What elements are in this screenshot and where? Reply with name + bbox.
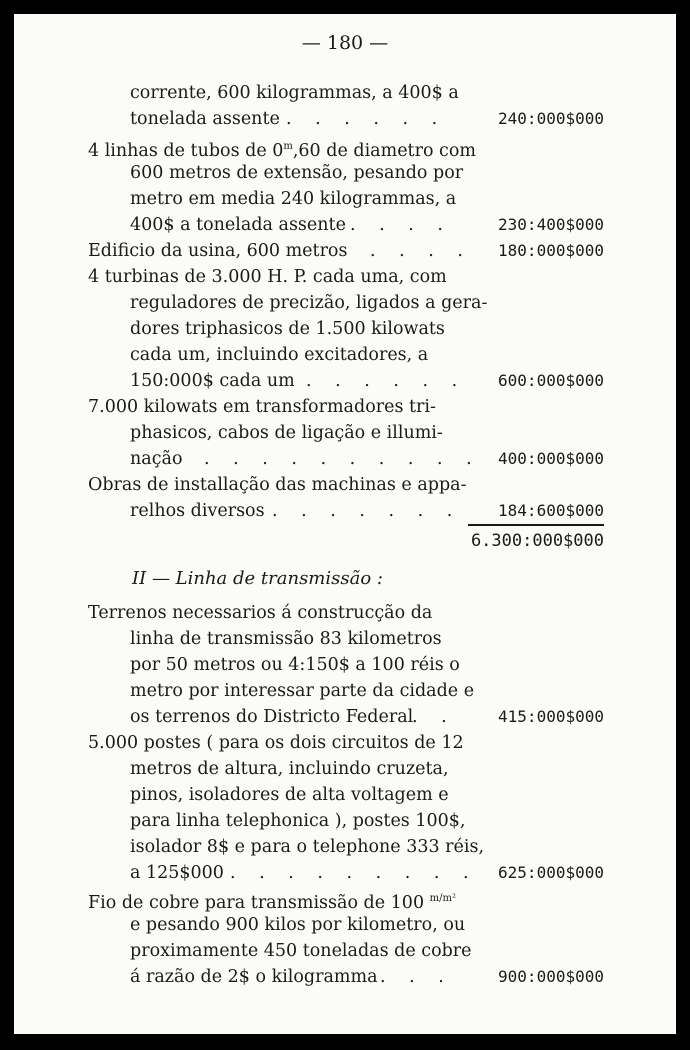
entry-line: isolador 8$ e para o telephone 333 réis, — [130, 837, 485, 857]
entry-line: os terrenos do Districto Federal — [130, 707, 414, 727]
entry-amount: 230:400$000 — [498, 215, 604, 234]
page-number: — 180 — — [301, 32, 389, 54]
sum-rule — [468, 524, 604, 526]
leader-dots: . . . . . . — [306, 371, 467, 391]
section-total: 6.300:000$000 — [470, 531, 604, 551]
entry-line: 7.000 kilowats em transformadores tri- — [88, 397, 436, 417]
entry-line: pinos, isoladores de alta voltagem e — [130, 785, 449, 805]
entry-line: Edificio da usina, 600 metros — [88, 241, 348, 261]
leader-dots: . . . . . . . . . — [230, 863, 478, 883]
entry-line: tonelada assente — [130, 109, 280, 129]
entry-line: 400$ a tonelada assente — [130, 215, 346, 235]
entry-line: 4 linhas de tubos de 0$^m$,60 de diametro com — [88, 140, 476, 161]
entry-line: 150:000$ cada um — [130, 371, 295, 391]
entry-line: 600 metros de extensão, pesando por — [130, 163, 464, 183]
entry-amount: 900:000$000 — [498, 967, 604, 986]
leader-dots: . . . . — [370, 241, 472, 261]
entry-amount: 184:600$000 — [498, 501, 604, 520]
entry-line: corrente, 600 kilogrammas, a 400$ a — [130, 83, 459, 103]
entry-line: metro em media 240 kilogrammas, a — [130, 189, 457, 209]
entry-line: Terrenos necessarios á construcção da — [88, 603, 433, 623]
entry-line: 5.000 postes ( para os dois circuitos de 12 — [88, 733, 464, 753]
leader-dots: . . . . . . . — [272, 501, 462, 521]
entry-line: metros de altura, incluindo cruzeta, — [130, 759, 449, 779]
entry-line: phasicos, cabos de ligação e illumi- — [130, 423, 443, 443]
entry-line: linha de transmissão 83 kilometros — [130, 629, 442, 649]
entry-line: reguladores de precizão, ligados a gera- — [130, 293, 488, 313]
entry-line: á razão de 2$ o kilogramma — [130, 967, 378, 987]
entry-line: e pesando 900 kilos por kilometro, ou — [130, 915, 466, 935]
entry-amount: 415:000$000 — [498, 707, 604, 726]
entry-amount: 180:000$000 — [498, 241, 604, 260]
entry-line: a 125$000 — [130, 863, 224, 883]
entry-amount: 240:000$000 — [498, 109, 604, 128]
leader-dots: . . . . — [350, 215, 452, 235]
entry-line: relhos diversos — [130, 501, 265, 521]
entry-line: Fio de cobre para transmissão de 100 $^{m/m^2}$ — [88, 892, 456, 913]
leader-dots: . . . . . . — [286, 109, 447, 129]
entry-line: dores triphasicos de 1.500 kilowats — [130, 319, 445, 339]
entry-line: 4 turbinas de 3.000 H. P. cada uma, com — [88, 267, 447, 287]
entry-line: proximamente 450 toneladas de cobre — [130, 941, 472, 961]
leader-dots: . . . — [380, 967, 453, 987]
document-page — [14, 14, 676, 1034]
leader-dots: . . — [412, 707, 456, 727]
leader-dots: . . . . . . . . . . — [204, 449, 481, 469]
entry-line: para linha telephonica ), postes 100$, — [130, 811, 466, 831]
entry-line: metro por interessar parte da cidade e — [130, 681, 475, 701]
entry-line: nação — [130, 449, 183, 469]
entry-line: Obras de installação das machinas e appa- — [88, 475, 467, 495]
entry-amount: 400:000$000 — [498, 449, 604, 468]
entry-amount: 600:000$000 — [498, 371, 604, 390]
entry-line: cada um, incluindo excitadores, a — [130, 345, 429, 365]
section-title: II — Linha de transmissão : — [132, 568, 383, 589]
entry-amount: 625:000$000 — [498, 863, 604, 882]
entry-line: por 50 metros ou 4:150$ a 100 réis o — [130, 655, 460, 675]
